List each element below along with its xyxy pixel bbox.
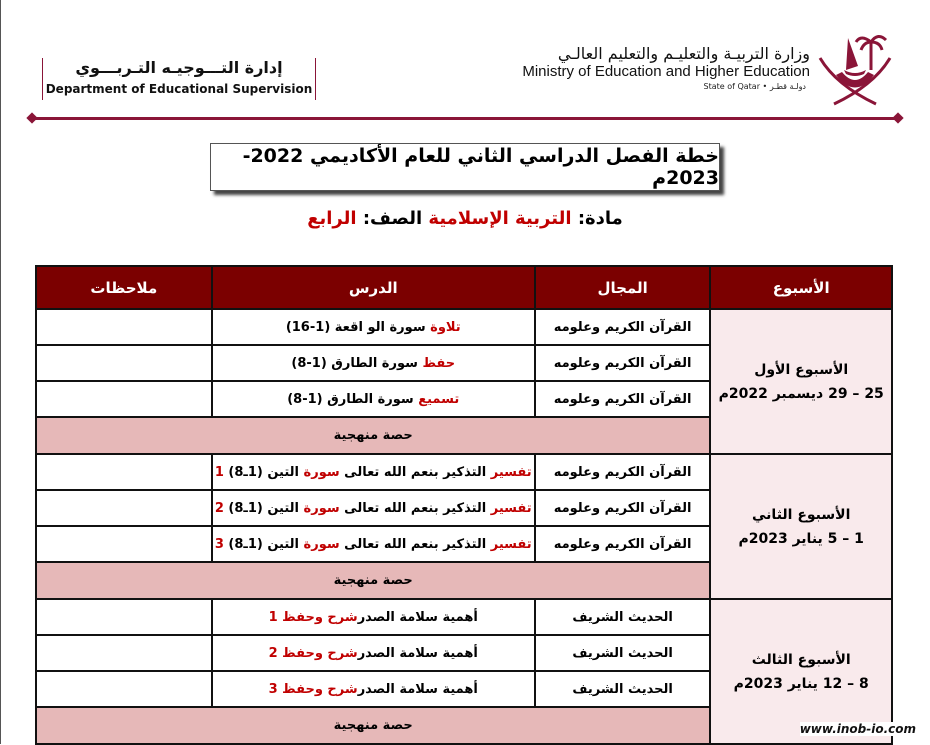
lesson-text: سورة الو اقعة (1-16) — [285, 319, 431, 335]
lesson-text: أهمية سلامة الصدر — [357, 681, 478, 697]
methodology-cell: حصة منهجية — [36, 707, 710, 744]
lesson-text: سورة الطارق (1-8) — [291, 355, 423, 371]
notes-cell — [36, 526, 212, 562]
subject-line — [0, 208, 930, 229]
state-label: State of Qatar • دولـة قطـر — [703, 82, 806, 91]
department-en: Department of Educational Supervision — [45, 82, 313, 96]
qatar-emblem-icon — [816, 30, 894, 106]
lesson-cell — [212, 599, 535, 635]
lesson-cell — [212, 635, 535, 671]
lesson-highlight-2: شرح وحفظ 1 — [268, 609, 358, 625]
week-cell — [710, 309, 892, 454]
lesson-text: أهمية سلامة الصدر — [357, 645, 478, 661]
notes-cell — [36, 490, 212, 526]
header-notes: ملاحظات — [36, 266, 212, 309]
lesson-number: 2 — [214, 500, 224, 516]
lesson-highlight: تفسير — [490, 536, 532, 552]
grade-value: الرابع — [307, 208, 357, 229]
lesson-highlight-2: شرح وحفظ 3 — [268, 681, 358, 697]
notes-cell — [36, 599, 212, 635]
lesson-text: أهمية سلامة الصدر — [357, 609, 478, 625]
subject-label: مادة: — [577, 208, 623, 229]
domain-cell: القرآن الكريم وعلومه — [535, 490, 711, 526]
ministry-block — [490, 44, 810, 91]
watermark: www.inob-io.com — [799, 722, 916, 736]
domain-cell: الحديث الشريف — [535, 635, 711, 671]
lesson-number: 3 — [214, 536, 224, 552]
plan-table — [35, 265, 893, 745]
domain-cell: القرآن الكريم وعلومه — [535, 381, 711, 417]
lesson-highlight-2: سورة — [303, 536, 340, 552]
week-name: الأسبوع الثاني — [752, 506, 851, 523]
week-cell — [710, 454, 892, 599]
lesson-highlight-2: سورة — [303, 464, 340, 480]
week-dates: 1 – 5 يناير 2023م — [738, 530, 864, 547]
lesson-cell — [212, 345, 535, 381]
subject-value: التربية الإسلامية — [428, 208, 572, 229]
lesson-tail: التين (1ـ8) — [223, 536, 304, 552]
lesson-highlight: تلاوة — [430, 319, 461, 335]
table-row — [36, 454, 892, 490]
department-block — [42, 58, 316, 100]
ministry-ar: وزارة التربيـة والتعليـم والتعليم العالـي — [557, 44, 810, 63]
table-row — [36, 599, 892, 635]
lesson-highlight: تفسير — [490, 464, 532, 480]
lesson-cell — [212, 381, 535, 417]
department-ar: إدارة التـــوجيـه التـربـــوي — [75, 58, 283, 77]
domain-cell: الحديث الشريف — [535, 671, 711, 707]
week-name: الأسبوع الأول — [754, 361, 849, 378]
header-week: الأسبوع — [710, 266, 892, 309]
lesson-highlight: حفظ — [422, 355, 456, 371]
ministry-en: Ministry of Education and Higher Education — [522, 63, 810, 80]
week-dates: 8 – 12 يناير 2023م — [733, 675, 869, 692]
domain-cell: القرآن الكريم وعلومه — [535, 526, 711, 562]
lesson-highlight: تسميع — [418, 391, 460, 407]
methodology-cell: حصة منهجية — [36, 417, 710, 454]
lesson-tail: التين (1ـ8) — [223, 464, 304, 480]
plan-title: خطة الفصل الدراسي الثاني للعام الأكاديمي 2022-2023م — [210, 143, 720, 191]
lesson-highlight-2: سورة — [303, 500, 340, 516]
table-row — [36, 309, 892, 345]
notes-cell — [36, 635, 212, 671]
page-edge — [0, 0, 1, 744]
header-lesson: الدرس — [212, 266, 535, 309]
grade-label: الصف: — [362, 208, 423, 229]
domain-cell: القرآن الكريم وعلومه — [535, 309, 711, 345]
lesson-cell — [212, 454, 535, 490]
week-name: الأسبوع الثالث — [751, 651, 851, 668]
lesson-highlight-2: شرح وحفظ 2 — [268, 645, 358, 661]
lesson-cell — [212, 490, 535, 526]
notes-cell — [36, 671, 212, 707]
notes-cell — [36, 381, 212, 417]
notes-cell — [36, 345, 212, 381]
lesson-tail: التين (1ـ8) — [223, 500, 304, 516]
lesson-text: التذكير بنعم الله تعالى — [339, 464, 491, 480]
domain-cell: القرآن الكريم وعلومه — [535, 345, 711, 381]
methodology-cell: حصة منهجية — [36, 562, 710, 599]
lesson-text: التذكير بنعم الله تعالى — [339, 500, 491, 516]
notes-cell — [36, 309, 212, 345]
header-divider — [32, 117, 898, 120]
lesson-number: 1 — [214, 464, 224, 480]
header-domain: المجال — [535, 266, 711, 309]
lesson-cell — [212, 671, 535, 707]
notes-cell — [36, 454, 212, 490]
lesson-cell — [212, 309, 535, 345]
lesson-highlight: تفسير — [490, 500, 532, 516]
lesson-text: سورة الطارق (1-8) — [287, 391, 419, 407]
week-dates: 25 – 29 ديسمبر 2022م — [718, 385, 884, 402]
domain-cell: القرآن الكريم وعلومه — [535, 454, 711, 490]
lesson-text: التذكير بنعم الله تعالى — [339, 536, 491, 552]
lesson-cell — [212, 526, 535, 562]
domain-cell: الحديث الشريف — [535, 599, 711, 635]
